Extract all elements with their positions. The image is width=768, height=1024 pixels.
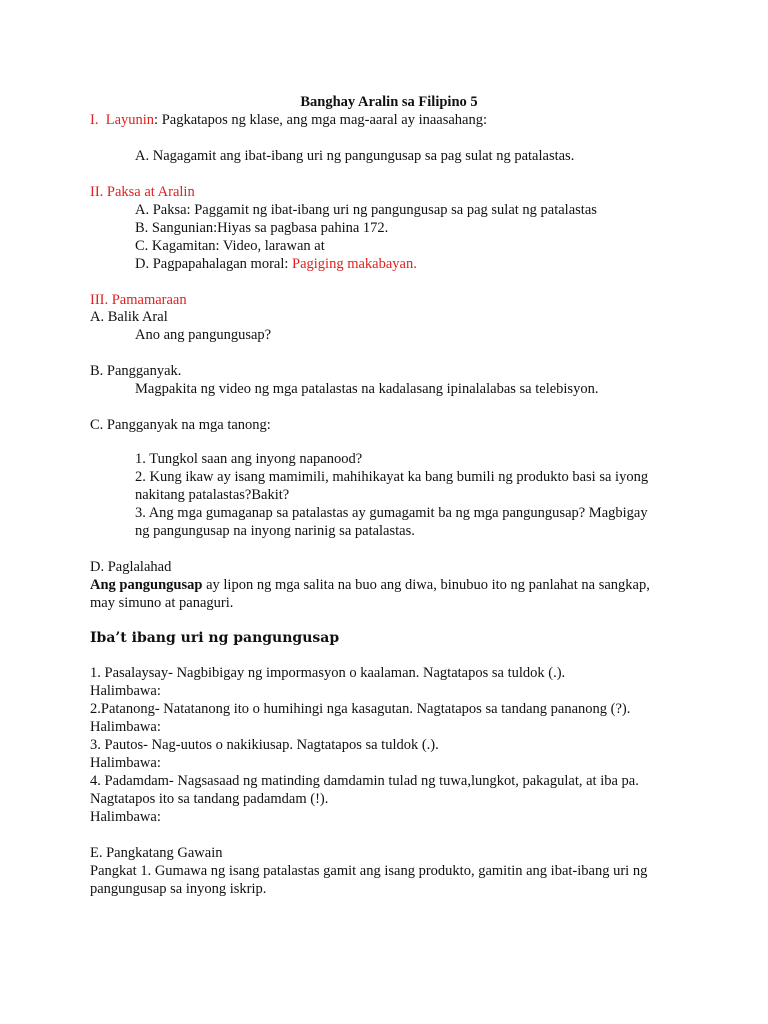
procedure-d-term: Ang pangungusap <box>90 577 203 593</box>
section-numeral: I. <box>90 112 99 128</box>
sentence-type-4-line2: Nagtatapos ito sa tandang padamdam (!). <box>90 791 329 807</box>
procedure-c-question-3-line1: 3. Ang mga gumaganap sa patalastas ay gumagamit ba ng mga pangungusap? Magbigay <box>135 505 648 521</box>
topic-item-a: A. Paksa: Paggamit ng ibat-ibang uri ng pangungusap sa pag sulat ng patalastas <box>135 202 597 218</box>
procedure-e-label: E. Pangkatang Gawain <box>90 845 223 861</box>
procedure-d-label: D. Paglalahad <box>90 559 172 575</box>
topic-item-d-label: D. Pagpapahalagan moral: <box>135 256 293 272</box>
procedure-d-definition-text: ay lipon ng mga salita na buo ang diwa, binubuo ito ng panlahat na sangkap, <box>202 577 650 593</box>
sentence-type-3: 3. Pautos- Nag-uutos o nakikiusap. Nagtatapos sa tuldok (.). <box>90 737 439 753</box>
procedure-e-line2: pangungusap sa inyong iskrip. <box>90 881 267 897</box>
topic-item-d <box>135 255 417 273</box>
section-objectives-text: : Pagkatapos ng klase, ang mga mag-aaral ay inaasahang: <box>154 112 488 128</box>
sentence-types-heading: Iba’t ibang uri ng pangungusap <box>90 630 340 646</box>
section-topic-heading: II. Paksa at Aralin <box>90 184 195 200</box>
sentence-type-3-example: Halimbawa: <box>90 755 161 771</box>
objective-item-a: A. Nagagamit ang ibat-ibang uri ng pangungusap sa pag sulat ng patalastas. <box>135 148 575 164</box>
sentence-type-1-example: Halimbawa: <box>90 683 161 699</box>
sentence-type-2-example: Halimbawa: <box>90 719 161 735</box>
procedure-a-text: Ano ang pangungusap? <box>135 327 272 343</box>
topic-item-c: C. Kagamitan: Video, larawan at <box>135 238 325 254</box>
procedure-d-definition-line2: may simuno at panaguri. <box>90 595 234 611</box>
sentence-type-2: 2.Patanong- Natatanong ito o humihingi nga kasagutan. Nagtatapos sa tandang pananong (?). <box>90 701 631 717</box>
section-objectives-line <box>90 111 487 129</box>
procedure-c-question-1: 1. Tungkol saan ang inyong napanood? <box>135 451 363 467</box>
sentence-type-4-example: Halimbawa: <box>90 809 161 825</box>
procedure-e-line1: Pangkat 1. Gumawa ng isang patalastas gamit ang isang produkto, gamitin ang ibat-ibang uri ng <box>90 863 648 879</box>
topic-item-b: B. Sangunian:Hiyas sa pagbasa pahina 172. <box>135 220 389 236</box>
procedure-d-definition-line1 <box>90 576 650 594</box>
document-title: Banghay Aralin sa Filipino 5 <box>300 94 478 110</box>
procedure-c-label: C. Pangganyak na mga tanong: <box>90 417 271 433</box>
sentence-type-1: 1. Pasalaysay- Nagbibigay ng impormasyon o kaalaman. Nagtatapos sa tuldok (.). <box>90 665 566 681</box>
procedure-c-question-2-line2: nakitang patalastas?Bakit? <box>135 487 290 503</box>
sentence-type-4-line1: 4. Padamdam- Nagsasaad ng matinding damdamin tulad ng tuwa,lungkot, pakagulat, at iba pa. <box>90 773 639 789</box>
procedure-b-label: B. Pangganyak. <box>90 363 182 379</box>
procedure-b-text: Magpakita ng video ng mga patalastas na kadalasang ipinalalabas sa telebisyon. <box>135 381 599 397</box>
procedure-c-question-3-line2: ng pangungusap na inyong narinig sa patalastas. <box>135 523 415 539</box>
section-procedure-heading: III. Pamamaraan <box>90 292 187 308</box>
procedure-a-label: A. Balik Aral <box>90 309 168 325</box>
section-objectives-label: Layunin <box>105 112 155 128</box>
topic-item-d-value: Pagiging makabayan. <box>292 256 417 272</box>
procedure-c-question-2-line1: 2. Kung ikaw ay isang mamimili, mahihikayat ka bang bumili ng produkto basi sa iyong <box>135 469 649 485</box>
